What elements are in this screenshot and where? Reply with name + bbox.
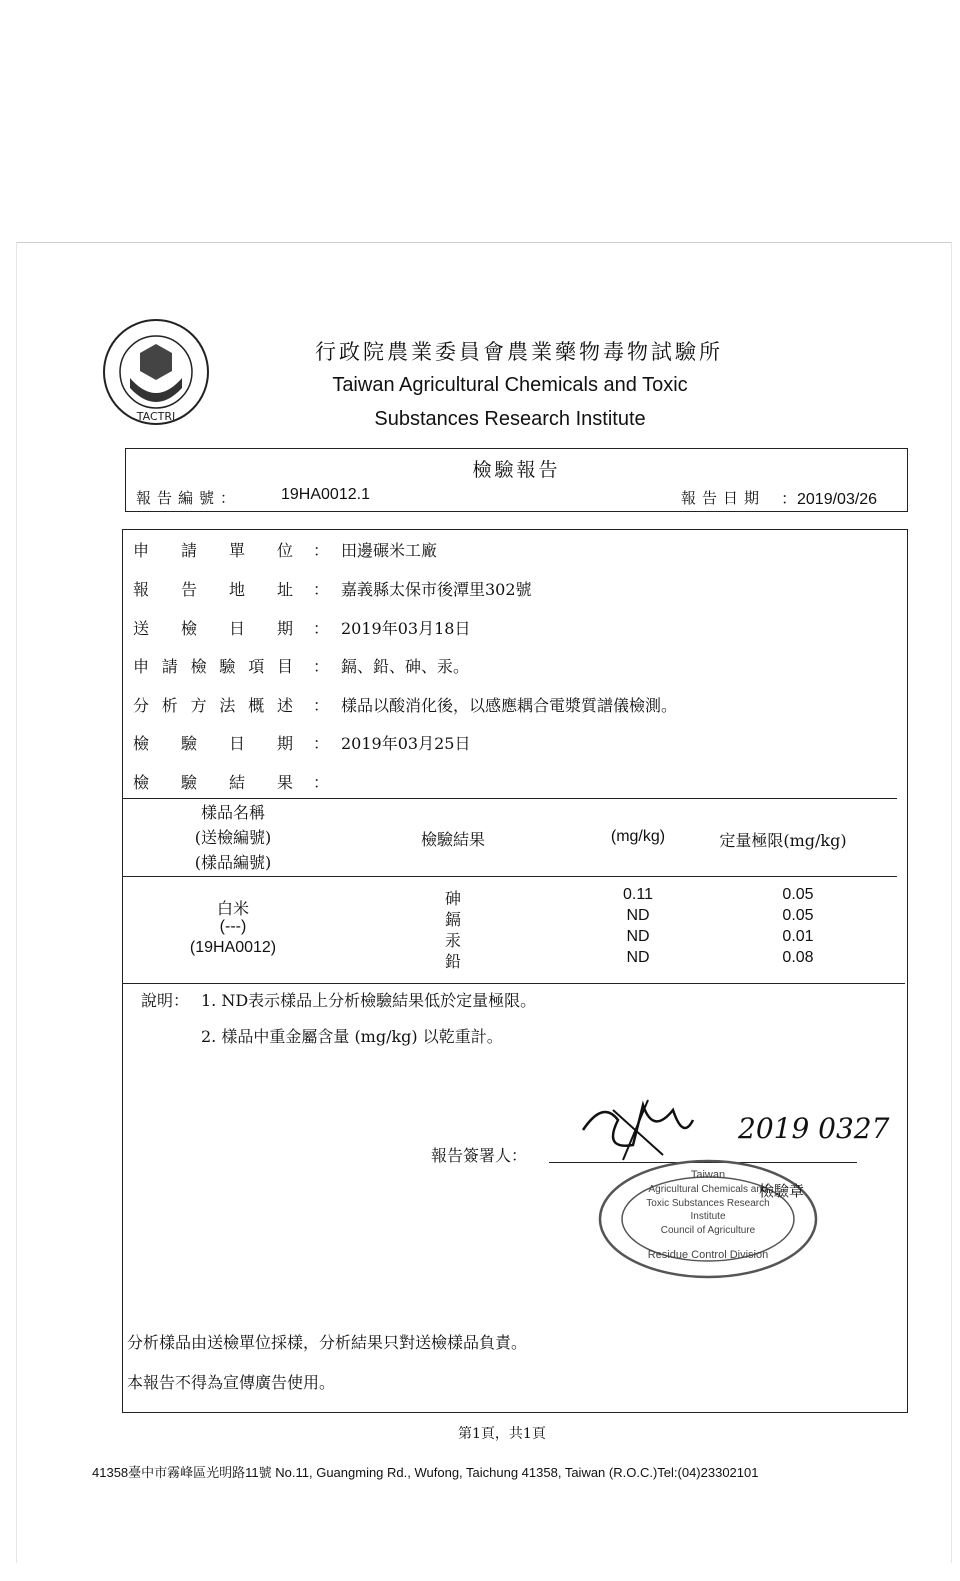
report-date-label: 報告日期 xyxy=(681,489,766,507)
result-item: 鎘 xyxy=(445,910,462,929)
result-value: ND xyxy=(626,928,650,945)
report-number-value: 19HA0012.1 xyxy=(281,486,370,503)
label-char: 報 xyxy=(133,580,150,599)
stamp-en2: Agricultural Chemicals and xyxy=(648,1184,768,1195)
label-char: 方 xyxy=(190,696,207,715)
label-char: 申 xyxy=(133,657,150,676)
stamp-en6: Residue Control Division xyxy=(647,1249,769,1261)
signatory-label: 報告簽署人： xyxy=(431,1146,528,1165)
info-row-label xyxy=(133,693,293,716)
label-char: 單 xyxy=(228,541,245,560)
info-row-label xyxy=(133,654,293,677)
sample-submit-no: (---) xyxy=(219,918,247,935)
result-item: 砷 xyxy=(445,889,462,908)
label-char: 期 xyxy=(276,619,293,638)
org-name-en-line1: Taiwan Agricultural Chemicals and Toxic xyxy=(332,374,688,396)
label-char: 請 xyxy=(180,541,197,560)
stamp-en3: Toxic Substances Research xyxy=(646,1198,770,1209)
info-row-colon: ： xyxy=(313,696,330,715)
info-row-label xyxy=(133,770,293,793)
sample-no: (19HA0012) xyxy=(189,939,277,956)
label-char: 申 xyxy=(133,541,150,560)
head-sample-name: 樣品名稱 xyxy=(200,803,265,822)
org-name-zh: 行政院農業委員會農業藥物毒物試驗所 xyxy=(315,340,723,364)
info-row-label xyxy=(133,538,293,561)
label-char: 告 xyxy=(180,580,197,599)
label-char: 檢 xyxy=(190,657,207,676)
info-row-value: 田邊碾米工廠 xyxy=(341,541,438,560)
logo-text: TACTRI xyxy=(136,410,176,423)
page-number: 第1頁，共1頁 xyxy=(458,1426,546,1442)
label-char: 結 xyxy=(228,773,245,792)
disclaimer-2: 本報告不得為宣傳廣告使用。 xyxy=(127,1373,336,1392)
label-char: 法 xyxy=(219,696,236,715)
report-main-box xyxy=(122,529,908,1413)
result-item: 汞 xyxy=(445,931,462,950)
label-char: 分 xyxy=(133,696,150,715)
stamp-label: 檢驗章 xyxy=(759,1182,805,1200)
label-char: 送 xyxy=(133,619,150,638)
label-char: 址 xyxy=(276,580,293,599)
label-char: 日 xyxy=(228,619,245,638)
note-2: 2. 樣品中重金屬含量 (mg/kg) 以乾重計。 xyxy=(201,1027,503,1046)
report-title-box xyxy=(125,448,908,512)
stamp-en4: Institute xyxy=(690,1211,726,1222)
info-row-value: 嘉義縣太保市後潭里302號 xyxy=(341,580,532,599)
result-value: 0.11 xyxy=(623,886,653,903)
info-row-colon: ： xyxy=(313,734,330,753)
result-loq: 0.08 xyxy=(782,949,814,966)
label-char: 期 xyxy=(276,734,293,753)
result-loq: 0.01 xyxy=(782,928,814,945)
handwritten-date: 2019 0327 xyxy=(738,1112,890,1145)
info-row-value: 2019年03月18日 xyxy=(341,619,471,638)
result-value: ND xyxy=(626,949,650,966)
note-1: 1. ND表示樣品上分析檢驗結果低於定量極限。 xyxy=(201,991,537,1010)
label-char: 驗 xyxy=(219,657,236,676)
inspection-stamp-icon xyxy=(593,1154,823,1284)
label-char: 檢 xyxy=(180,619,197,638)
info-row-label xyxy=(133,577,293,600)
head-loq: 定量極限(mg/kg) xyxy=(719,831,847,850)
info-row-colon: ： xyxy=(313,773,330,792)
org-name-en-line2: Substances Research Institute xyxy=(374,408,646,430)
label-char: 目 xyxy=(276,657,293,676)
report-number-label: 報告編號： xyxy=(136,489,242,507)
result-loq: 0.05 xyxy=(782,907,814,924)
label-char: 地 xyxy=(228,580,245,599)
notes-prefix: 說明： xyxy=(141,991,190,1010)
label-char: 請 xyxy=(161,657,178,676)
label-char: 概 xyxy=(248,696,265,715)
table-top-line xyxy=(123,798,897,799)
report-date-value: ：2019/03/26 xyxy=(781,491,878,508)
result-item: 鉛 xyxy=(445,952,462,971)
label-char: 驗 xyxy=(180,734,197,753)
label-char: 果 xyxy=(276,773,293,792)
result-loq: 0.05 xyxy=(782,886,814,903)
head-sample-no: (樣品編號) xyxy=(194,853,272,872)
stamp-en1: Taiwan xyxy=(690,1169,726,1181)
info-row-value: 2019年03月25日 xyxy=(341,734,471,753)
info-row-colon: ： xyxy=(313,580,330,599)
head-result: 檢驗結果 xyxy=(420,830,485,849)
label-char: 析 xyxy=(161,696,178,715)
sample-name: 白米 xyxy=(216,899,249,918)
label-char: 檢 xyxy=(133,734,150,753)
info-row-value: 鎘、鉛、砷、汞。 xyxy=(341,657,470,676)
info-row-value: 樣品以酸消化後，以感應耦合電漿質譜儀檢測。 xyxy=(341,696,678,715)
info-row-label xyxy=(133,731,293,754)
table-bottom-line xyxy=(123,983,905,984)
label-char: 項 xyxy=(248,657,265,676)
label-char: 驗 xyxy=(180,773,197,792)
table-header-line xyxy=(123,876,897,877)
info-row-label xyxy=(133,616,293,639)
stamp-en5: Council of Agriculture xyxy=(660,1225,756,1236)
head-submit-no: (送檢編號) xyxy=(194,828,272,847)
label-char: 述 xyxy=(276,696,293,715)
disclaimer-1: 分析樣品由送檢單位採樣，分析結果只對送檢樣品負責。 xyxy=(127,1333,528,1352)
report-title: 檢驗報告 xyxy=(472,459,561,481)
info-row-colon: ： xyxy=(313,619,330,638)
label-char: 檢 xyxy=(133,773,150,792)
footer-address: 41358臺中市霧峰區光明路11號 No.11, Guangming Rd., Wufong, Taichung 41358, Taiwan (R.O.C.)Tel:(04)23302101 xyxy=(92,1465,759,1480)
info-row-colon: ： xyxy=(313,657,330,676)
result-value: ND xyxy=(626,907,650,924)
label-char: 位 xyxy=(276,541,293,560)
label-char: 日 xyxy=(228,734,245,753)
info-row-colon: ： xyxy=(313,541,330,560)
institute-logo-icon xyxy=(100,316,212,428)
head-unit: (mg/kg) xyxy=(610,828,666,845)
